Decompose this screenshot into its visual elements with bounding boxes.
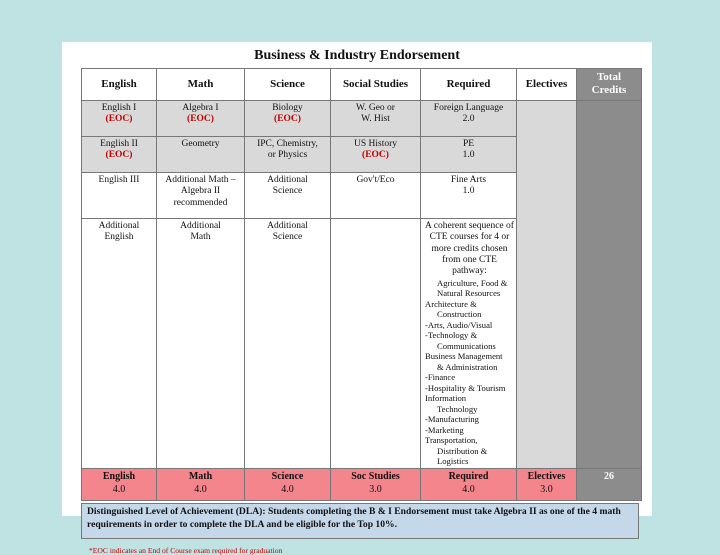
dla-note bbox=[81, 503, 639, 539]
pathway-item: Agriculture, Food & bbox=[437, 277, 508, 288]
cell-english bbox=[82, 172, 157, 218]
cte-pathways-cell bbox=[421, 218, 517, 469]
course-name: Gov't/Eco bbox=[356, 174, 395, 185]
course-name: Science bbox=[272, 186, 303, 197]
pathway-item: Logistics bbox=[437, 456, 469, 466]
pathway-item: -Arts, Audio/Visual bbox=[425, 319, 493, 330]
course-name: Science bbox=[272, 232, 303, 243]
summary-value: 4.0 bbox=[194, 483, 207, 495]
pathway-item: Information bbox=[425, 393, 467, 404]
eoc-marker: (EOC) bbox=[105, 114, 133, 125]
pathway-item: Transportation, bbox=[425, 435, 478, 446]
course-name: US History bbox=[353, 138, 398, 149]
cell-science bbox=[245, 172, 331, 218]
pathway-item: Natural Resources bbox=[437, 288, 501, 299]
summary-label: Math bbox=[188, 471, 213, 483]
cte-intro: A coherent sequence of CTE courses for 4 or more credits chosen from one CTE pathway: bbox=[425, 220, 514, 277]
cell-social-studies bbox=[331, 172, 421, 218]
summary-label: Electives bbox=[527, 471, 566, 483]
summary-value: 4.0 bbox=[281, 483, 294, 495]
credit-value: 1.0 bbox=[462, 150, 475, 161]
cell-social-studies bbox=[331, 218, 421, 469]
course-name: Biology bbox=[272, 102, 303, 113]
summary-label: Required bbox=[448, 471, 489, 483]
summary-value: 4.0 bbox=[112, 483, 126, 495]
summary-value: 3.0 bbox=[369, 483, 382, 495]
cell-math bbox=[157, 136, 245, 172]
cell-science bbox=[245, 100, 331, 136]
summary-total-credits: 26 bbox=[577, 469, 642, 501]
summary-value: 4.0 bbox=[462, 483, 475, 495]
course-name: Geometry bbox=[181, 138, 220, 149]
course-name: Additional bbox=[267, 220, 308, 231]
cell-science bbox=[245, 136, 331, 172]
course-name: English I bbox=[101, 102, 137, 113]
summary-english bbox=[82, 469, 157, 501]
credit-value: 2.0 bbox=[462, 114, 475, 125]
header-social-studies: Social Studies bbox=[331, 69, 421, 101]
pathway-item: Distribution & bbox=[437, 445, 488, 456]
summary-social-studies bbox=[331, 469, 421, 501]
pathway-item: -Marketing bbox=[425, 424, 464, 435]
course-name: Math bbox=[190, 232, 211, 243]
dla-label: Distinguished Level of Achievement (DLA): bbox=[87, 506, 266, 517]
cell-science bbox=[245, 218, 331, 469]
course-note: recommended bbox=[173, 197, 228, 208]
header-science: Science bbox=[245, 69, 331, 101]
course-name: English III bbox=[98, 174, 140, 185]
header-required: Required bbox=[421, 69, 517, 101]
summary-row bbox=[82, 469, 642, 501]
cell-english bbox=[82, 100, 157, 136]
course-name: Fine Arts bbox=[450, 174, 487, 185]
header-total-credits: Total Credits bbox=[577, 69, 642, 101]
header-electives: Electives bbox=[517, 69, 577, 101]
course-name: Additional bbox=[98, 220, 140, 231]
summary-required bbox=[421, 469, 517, 501]
eoc-marker: (EOC) bbox=[274, 114, 301, 125]
pathway-item: Business Management bbox=[425, 351, 503, 362]
course-name: English II bbox=[100, 138, 138, 149]
summary-math bbox=[157, 469, 245, 501]
eoc-marker: (EOC) bbox=[105, 150, 133, 161]
course-name: Algebra I bbox=[182, 102, 219, 113]
header-english: English bbox=[82, 69, 157, 101]
header-row bbox=[82, 69, 642, 101]
dla-text: Students completing the B & I Endorsement must take Algebra II as one of the 4 math requirements in order to complete the DLA and be eligible for the Top 10%. bbox=[87, 506, 621, 530]
cell-math bbox=[157, 172, 245, 218]
eoc-footnote: *EOC indicates an End of Course exam required for graduation bbox=[89, 546, 283, 555]
endorsement-sheet bbox=[62, 42, 652, 555]
cell-math bbox=[157, 100, 245, 136]
pathway-item: -Technology & bbox=[425, 330, 478, 341]
endorsement-table bbox=[81, 68, 642, 501]
pathway-item: Technology bbox=[437, 403, 478, 414]
credit-value: 1.0 bbox=[462, 186, 475, 197]
course-name: Additional Math – bbox=[165, 174, 236, 185]
cell-required bbox=[421, 136, 517, 172]
summary-science bbox=[245, 469, 331, 501]
cell-electives bbox=[517, 100, 577, 469]
cell-social-studies bbox=[331, 136, 421, 172]
table-row bbox=[82, 100, 642, 136]
course-name: or Physics bbox=[267, 150, 308, 161]
pathway-item: -Manufacturing bbox=[425, 414, 479, 425]
summary-value: 3.0 bbox=[540, 483, 553, 495]
course-name: Foreign Language bbox=[433, 102, 504, 113]
course-name: Additional bbox=[180, 220, 221, 231]
summary-label: Soc Studies bbox=[351, 471, 400, 483]
course-name: PE bbox=[462, 138, 475, 149]
course-name: English bbox=[104, 232, 134, 243]
eoc-marker: (EOC) bbox=[187, 114, 214, 125]
cell-total-credits bbox=[577, 100, 642, 469]
cell-english bbox=[82, 218, 157, 469]
header-math: Math bbox=[157, 69, 245, 101]
pathway-item: Architecture & bbox=[425, 298, 477, 309]
eoc-marker: (EOC) bbox=[362, 150, 389, 161]
pathway-item: -Finance bbox=[425, 372, 456, 383]
summary-electives bbox=[517, 469, 577, 501]
course-name: W. Hist bbox=[361, 114, 390, 125]
cell-social-studies bbox=[331, 100, 421, 136]
course-name: Algebra II bbox=[180, 186, 221, 197]
course-name: Additional bbox=[267, 174, 308, 185]
course-name: W. Geo or bbox=[356, 102, 395, 113]
pathway-item: Communications bbox=[437, 340, 496, 351]
cell-math bbox=[157, 218, 245, 469]
cell-required bbox=[421, 100, 517, 136]
pathway-item: Construction bbox=[437, 309, 482, 320]
pathway-item: -Hospitality & Tourism bbox=[425, 382, 506, 393]
page-title: Business & Industry Endorsement bbox=[254, 48, 460, 63]
summary-label: English bbox=[102, 471, 136, 483]
pathway-item: & Administration bbox=[437, 361, 498, 372]
cell-required bbox=[421, 172, 517, 218]
summary-label: Science bbox=[271, 471, 304, 483]
cell-english bbox=[82, 136, 157, 172]
course-name: IPC, Chemistry, bbox=[257, 138, 318, 149]
